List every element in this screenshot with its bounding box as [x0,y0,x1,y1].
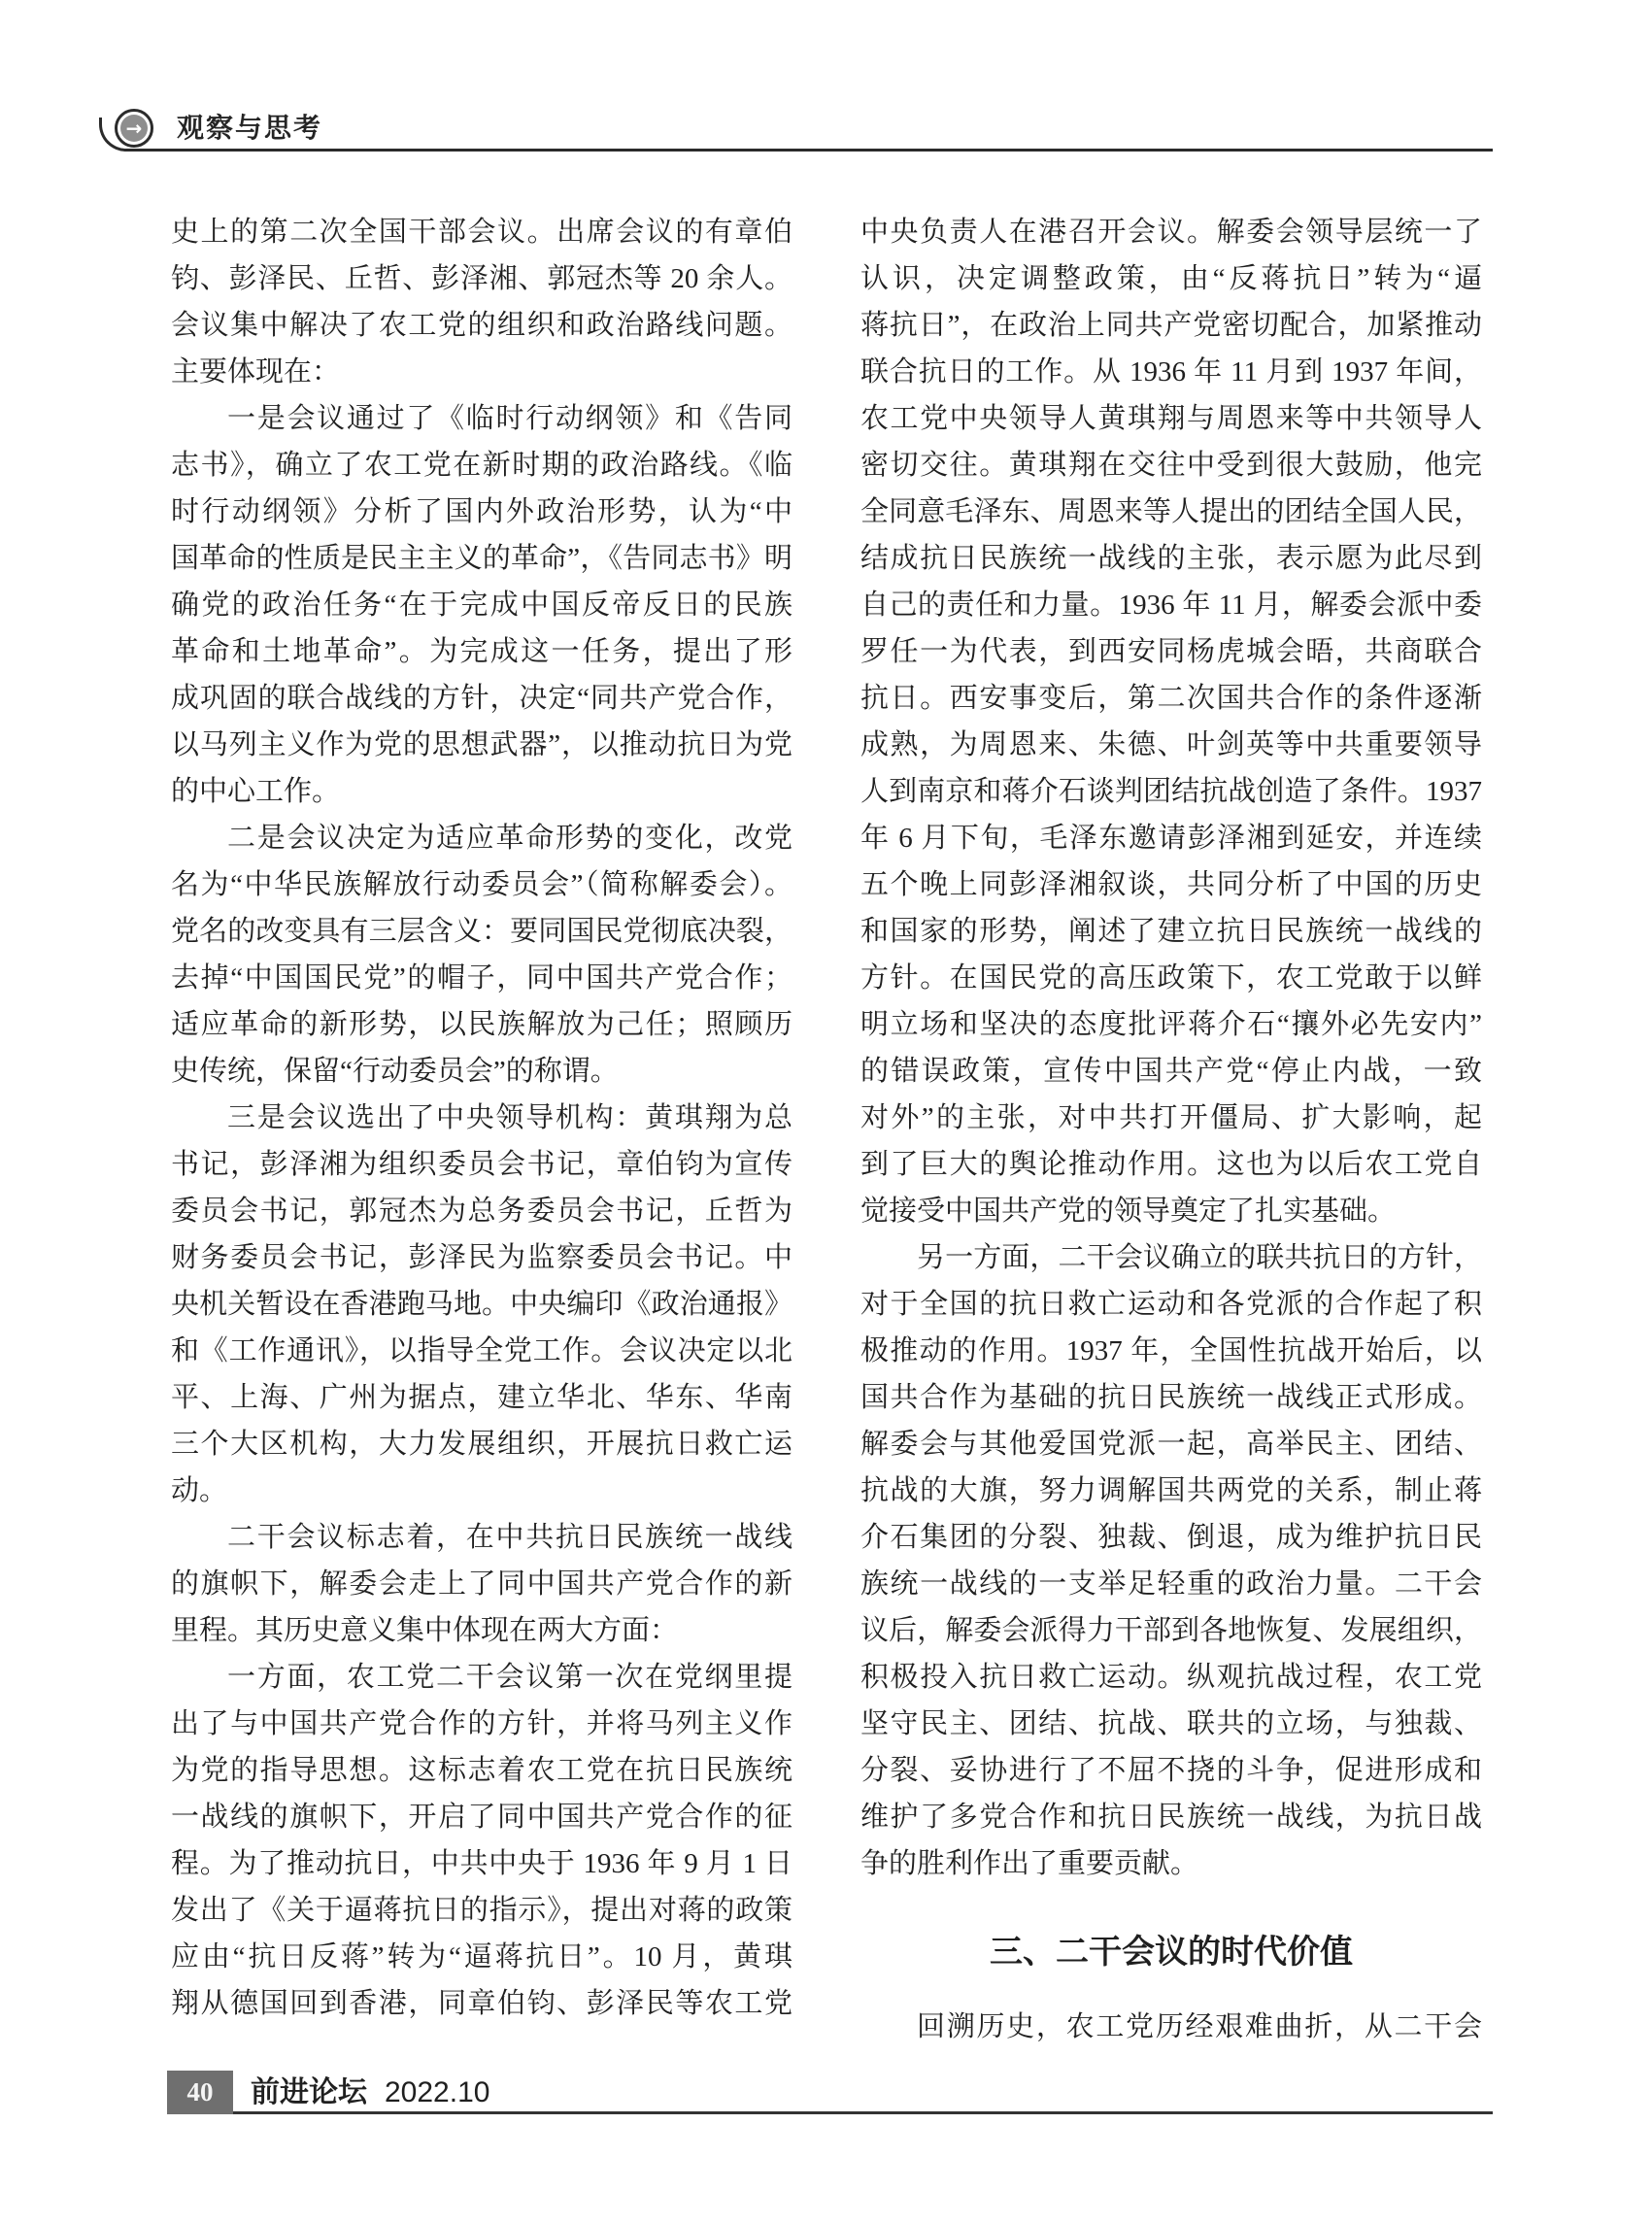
text-line: 发出了《关于逼蒋抗日的指示》，提出对蒋的政策 [171,1895,792,1926]
text-line: 时行动纲领》分析了国内外政治形势，认为“中 [171,496,792,527]
text-line: 农工党中央领导人黄琪翔与周恩来等中共领导人 [860,403,1482,434]
text-line: 中央负责人在港召开会议。解委会领导层统一了 [860,217,1482,248]
text-line: 确党的政治任务“在于完成中国反帝反日的民族 [171,590,792,621]
text-line: 书记，彭泽湘为组织委员会书记，章伯钧为宣传 [171,1149,792,1180]
text-line: 积极投入抗日救亡运动。纵观抗战过程，农工党 [860,1662,1482,1693]
text-line: 国革命的性质是民主主义的革命”，《告同志书》明 [171,543,792,574]
text-line: 坚守民主、团结、抗战、联共的立场，与独裁、 [860,1708,1482,1739]
section-heading: 三、二干会议的时代价值 [990,1935,1353,1971]
text-line: 的中心工作。 [171,776,341,807]
right-text-column [860,209,1482,2050]
text-line: 成巩固的联合战线的方针，决定“同共产党合作， [171,683,792,714]
arrow-right-glyph: → [120,115,148,142]
text-line: 去掉“中国国民党”的帽子，同中国共产党合作； [171,962,792,994]
text-line: 主要体现在： [171,356,341,388]
text-line: 二是会议决定为适应革命形势的变化，改党 [227,823,792,854]
text-line: 对外”的主张，对中共打开僵局、扩大影响，起 [860,1102,1482,1133]
text-line: 钧、彭泽民、丘哲、彭泽湘、郭冠杰等 20 余人。 [171,263,792,294]
text-line: 里程。其历史意义集中体现在两大方面： [171,1615,679,1646]
text-line: 回溯历史，农工党历经艰难曲折，从二干会 [917,2011,1482,2042]
text-line: 认识，决定调整政策，由“反蒋抗日”转为“逼 [860,263,1482,294]
text-line: 蒋抗日”，在政治上同共产党密切配合，加紧推动 [860,310,1482,341]
text-line: 志书》，确立了农工党在新时期的政治路线。《临 [171,450,792,481]
text-line: 和国家的形势，阐述了建立抗日民族统一战线的 [860,916,1482,947]
text-line: 罗任一为代表，到西安同杨虎城会晤，共商联合 [860,636,1482,667]
text-line: 央机关暂设在香港跑马地。中央编印《政治通报》 [171,1289,792,1320]
text-line: 革命和土地革命”。为完成这一任务，提出了形 [171,636,792,667]
text-line: 解委会与其他爱国党派一起，高举民主、团结、 [860,1429,1482,1460]
arrow-right-circle-icon [115,109,153,148]
text-line: 以马列主义作为党的思想武器”，以推动抗日为党 [171,729,792,760]
text-line: 一方面，农工党二干会议第一次在党纲里提 [227,1662,792,1693]
text-line: 争的胜利作出了重要贡献。 [860,1848,1199,1879]
text-line: 维护了多党合作和抗日民族统一战线，为抗日战 [860,1802,1482,1833]
text-line: 财务委员会书记，彭泽民为监察委员会书记。中 [171,1242,792,1273]
journal-title: 前进论坛 [251,2076,367,2108]
text-line: 名为“中华民族解放行动委员会”（简称解委会）。 [171,869,792,900]
text-line: 联合抗日的工作。从 1936 年 11 月到 1937 年间， [860,356,1482,388]
text-line: 明立场和坚决的态度批评蒋介石“攘外必先安内” [860,1009,1482,1040]
text-line: 到了巨大的舆论推动作用。这也为以后农工党自 [860,1149,1482,1180]
text-line: 的旗帜下，解委会走上了同中国共产党合作的新 [171,1568,792,1600]
text-line: 会议集中解决了农工党的组织和政治路线问题。 [171,310,792,341]
text-line: 一战线的旗帜下，开启了同中国共产党合作的征 [171,1802,792,1833]
text-line: 翔从德国回到香港，同章伯钧、彭泽民等农工党 [171,1988,792,2019]
left-text-column [171,209,792,2027]
text-line: 平、上海、广州为据点，建立华北、华东、华南 [171,1382,792,1413]
text-line: 党名的改变具有三层含义：要同国民党彻底决裂， [171,916,792,947]
text-line: 适应革命的新形势，以民族解放为己任；照顾历 [171,1009,792,1040]
text-line: 另一方面，二干会议确立的联共抗日的方针， [917,1242,1482,1273]
text-line: 程。为了推动抗日，中共中央于 1936 年 9 月 1 日 [171,1848,792,1879]
text-line: 五个晚上同彭泽湘叙谈，共同分析了中国的历史 [860,869,1482,900]
text-line: 和《工作通讯》，以指导全党工作。会议决定以北 [171,1335,792,1366]
text-line: 抗战的大旗，努力调解国共两党的关系，制止蒋 [860,1475,1482,1506]
issue-date: 2022.10 [385,2076,490,2108]
text-line: 三个大区机构，大力发展组织，开展抗日救亡运 [171,1429,792,1460]
text-line: 二干会议标志着，在中共抗日民族统一战线 [227,1522,792,1553]
text-line: 成熟，为周恩来、朱德、叶剑英等中共重要领导 [860,729,1482,760]
text-line: 的错误政策，宣传中国共产党“停止内战，一致 [860,1056,1482,1087]
text-line: 史传统，保留“行动委员会”的称谓。 [171,1056,619,1087]
text-line: 介石集团的分裂、独裁、倒退，成为维护抗日民 [860,1522,1482,1553]
text-line: 密切交往。黄琪翔在交往中受到很大鼓励，他完 [860,450,1482,481]
text-line: 分裂、妥协进行了不屈不挠的斗争，促进形成和 [860,1755,1482,1786]
text-line: 族统一战线的一支举足轻重的政治力量。二干会 [860,1568,1482,1600]
text-line: 人到南京和蒋介石谈判团结抗战创造了条件。1937 [860,776,1482,807]
text-line: 应由“抗日反蒋”转为“逼蒋抗日”。10 月，黄琪 [171,1941,792,1972]
text-line: 对于全国的抗日救亡运动和各党派的合作起了积 [860,1289,1482,1320]
text-line: 自己的责任和力量。1936 年 11 月，解委会派中委 [860,590,1482,621]
page-number-badge: 40 [167,2071,233,2114]
text-line: 史上的第二次全国干部会议。出席会议的有章伯 [171,217,792,248]
text-line: 方针。在国民党的高压政策下，农工党敢于以鲜 [860,962,1482,994]
text-line: 一是会议通过了《临时行动纲领》和《告同 [227,403,792,434]
text-line: 出了与中国共产党合作的方针，并将马列主义作 [171,1708,792,1739]
text-line: 觉接受中国共产党的领导奠定了扎实基础。 [860,1196,1397,1227]
text-line: 结成抗日民族统一战线的主张，表示愿为此尽到 [860,543,1482,574]
text-line: 议后，解委会派得力干部到各地恢复、发展组织， [860,1615,1482,1646]
section-label: 观察与思考 [177,113,323,143]
text-line: 年 6 月下旬，毛泽东邀请彭泽湘到延安，并连续 [860,823,1482,854]
text-line: 极推动的作用。1937 年，全国性抗战开始后，以 [860,1335,1482,1366]
text-line: 国共合作为基础的抗日民族统一战线正式形成。 [860,1382,1482,1413]
text-line: 三是会议选出了中央领导机构：黄琪翔为总 [227,1102,792,1133]
text-line: 抗日。西安事变后，第二次国共合作的条件逐渐 [860,683,1482,714]
text-line: 全同意毛泽东、周恩来等人提出的团结全国人民， [860,496,1482,527]
text-line: 委员会书记，郭冠杰为总务委员会书记，丘哲为 [171,1196,792,1227]
text-line: 动。 [171,1475,228,1506]
text-line: 为党的指导思想。这标志着农工党在抗日民族统 [171,1755,792,1786]
